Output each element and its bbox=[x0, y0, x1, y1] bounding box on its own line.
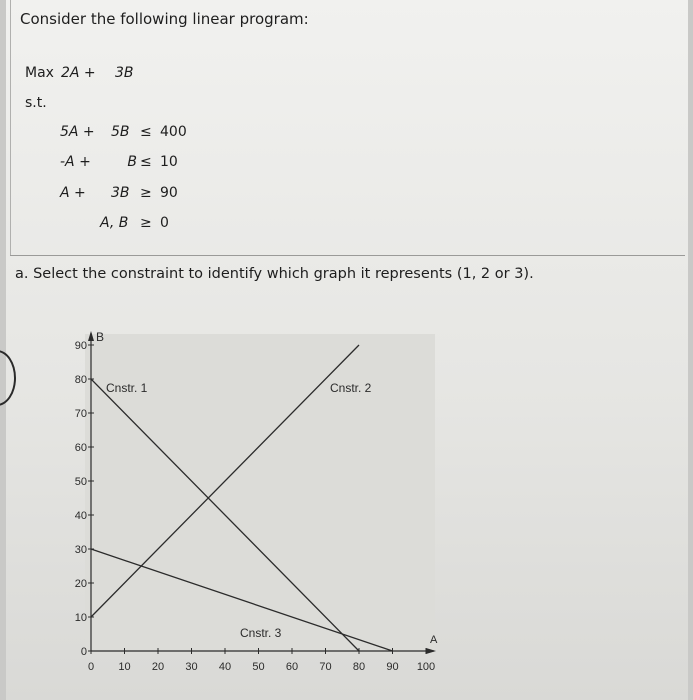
series-label: Cnstr. 2 bbox=[330, 381, 372, 395]
y-tick-label: 70 bbox=[74, 408, 87, 420]
x-tick-label: 60 bbox=[285, 661, 299, 673]
y-tick-label: 10 bbox=[74, 612, 87, 624]
x-tick-label: 40 bbox=[218, 661, 232, 673]
y-tick-label: 20 bbox=[74, 578, 87, 590]
constraint-lhs2: 3B bbox=[111, 185, 130, 201]
constraint-lhs1: A + bbox=[60, 185, 86, 201]
problem-intro: Consider the following linear program: bbox=[20, 10, 309, 28]
constraint-operator: ≤ bbox=[140, 154, 152, 170]
y-tick-label: 90 bbox=[74, 340, 87, 352]
x-tick-label: 90 bbox=[386, 661, 399, 673]
y-axis-label: B bbox=[96, 330, 105, 344]
y-axis-arrow bbox=[88, 331, 94, 341]
x-tick-label: 0 bbox=[87, 661, 95, 673]
constraint-lhs2: A, B bbox=[100, 215, 129, 231]
x-tick-label: 30 bbox=[185, 661, 198, 673]
series-label: Cnstr. 1 bbox=[106, 381, 148, 395]
x-tick-label: 80 bbox=[352, 661, 366, 673]
objective-term1: 2A + bbox=[61, 65, 96, 81]
y-tick-label: 50 bbox=[74, 476, 87, 488]
x-axis-arrow bbox=[426, 648, 436, 654]
st-label: s.t. bbox=[25, 95, 47, 111]
constraint-lhs2: 5B bbox=[111, 124, 130, 140]
y-tick-label: 40 bbox=[74, 510, 87, 522]
objective-term2: 3B bbox=[115, 65, 134, 81]
y-tick-label: 60 bbox=[74, 442, 87, 454]
constraint-lhs1: 5A + bbox=[60, 124, 95, 140]
x-tick-label: 10 bbox=[118, 661, 131, 673]
constraint-rhs: 90 bbox=[160, 185, 178, 201]
x-tick-label: 100 bbox=[416, 661, 436, 673]
question-text: a. Select the constraint to identify which graph it represents (1, 2 or 3). bbox=[15, 266, 534, 282]
constraint-operator: ≤ bbox=[140, 124, 152, 140]
series-label: Cnstr. 3 bbox=[240, 626, 282, 640]
y-tick-label: 0 bbox=[80, 646, 87, 658]
y-tick-label: 30 bbox=[74, 544, 87, 556]
objective-label: Max bbox=[25, 65, 54, 81]
constraint-operator: ≥ bbox=[140, 185, 152, 201]
constraint-lhs1: -A + bbox=[60, 154, 91, 170]
x-axis-label: A bbox=[430, 634, 438, 646]
constraint-rhs: 0 bbox=[160, 215, 169, 231]
x-tick-label: 20 bbox=[151, 661, 165, 673]
y-tick-label: 80 bbox=[74, 374, 87, 386]
constraint-operator: ≥ bbox=[140, 215, 152, 231]
constraint-rhs: 400 bbox=[160, 124, 187, 140]
x-tick-label: 70 bbox=[319, 661, 332, 673]
series-line bbox=[91, 379, 359, 651]
constraint-lhs2: B bbox=[127, 154, 137, 170]
x-tick-label: 50 bbox=[252, 661, 265, 673]
constraint-rhs: 10 bbox=[160, 154, 178, 170]
